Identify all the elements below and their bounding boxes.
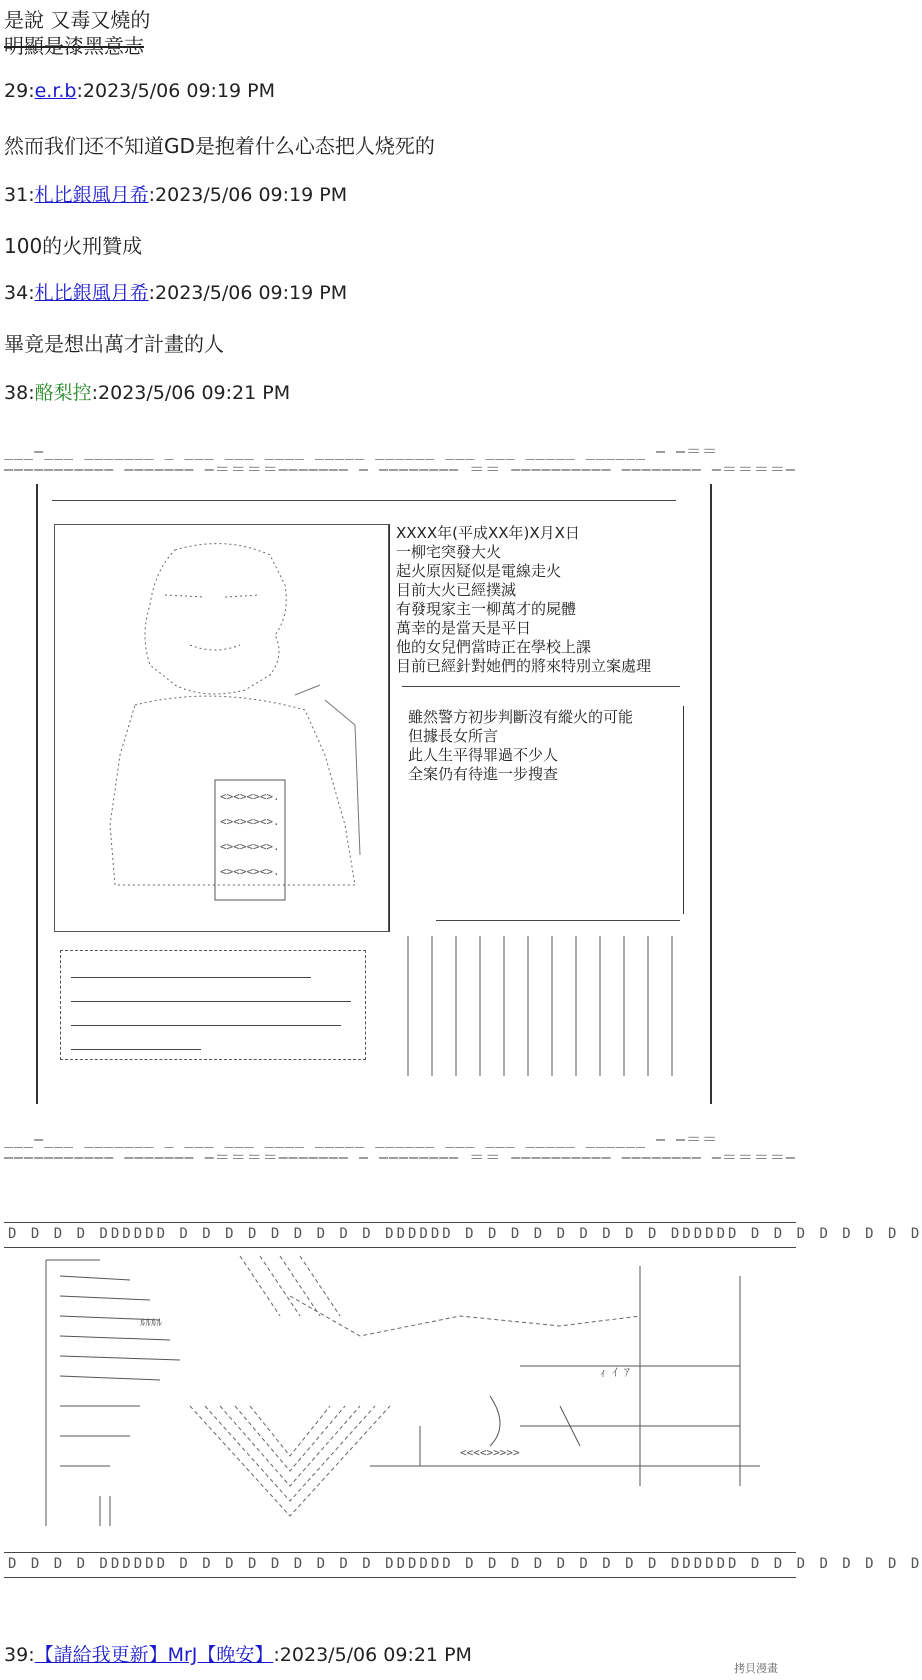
column-rule bbox=[683, 706, 684, 914]
post-time: :2023/5/06 09:19 PM bbox=[148, 184, 348, 206]
article-line: 起火原因疑似是電線走火 bbox=[396, 562, 562, 580]
post-header: 39:【請給我更新】MrJ【晚安】:2023/5/06 09:21 PM bbox=[4, 1644, 472, 1666]
post-line: 是說 又毒又燒的 bbox=[4, 8, 151, 32]
d-border-row: D D D D DDDDDD D D D D D D D D D DDDDDD D D D D D D D D D DDDDDD D D D D D D D D bbox=[8, 1226, 922, 1242]
post-number: 31 bbox=[4, 184, 29, 206]
dash-border-top: ――――――――――― ――――――― ―＝＝＝＝――――――― ― ―――――――― ＝＝ ―――――――――― ―――――――― ―＝＝＝＝― bbox=[4, 460, 796, 478]
post-body: 然而我们还不知道GD是抱着什么心态把人烧死的 bbox=[4, 134, 435, 158]
art-border bbox=[4, 1247, 796, 1248]
post-header: 29:e.r.b:2023/5/06 09:19 PM bbox=[4, 80, 276, 102]
column-rule bbox=[436, 920, 680, 921]
dash-border-bottom: ――――――――――― ――――――― ―＝＝＝＝――――――― ― ―――――――― ＝＝ ―――――――――― ―――――――― ―＝＝＝＝― bbox=[4, 1148, 796, 1166]
fire-scene-drawing bbox=[40, 1256, 800, 1536]
article-line: 一柳宅突發大火 bbox=[396, 543, 502, 561]
article-line: 但據長女所言 bbox=[408, 727, 499, 745]
post-number: 34 bbox=[4, 282, 29, 304]
art-border bbox=[4, 1222, 796, 1223]
poster-name: 酪梨控 bbox=[34, 382, 92, 404]
poster-name-link[interactable]: 札比銀風月希 bbox=[34, 184, 149, 206]
post-number: 29 bbox=[4, 80, 29, 102]
column-rule bbox=[402, 686, 680, 687]
post-header: 31:札比銀風月希:2023/5/06 09:19 PM bbox=[4, 184, 348, 206]
frame-line bbox=[710, 484, 712, 1104]
frame-line bbox=[36, 484, 38, 1104]
article-line: 目前已經針對她們的將來特別立案處理 bbox=[396, 657, 652, 675]
svg-text:<><><><>.: <><><><>. bbox=[220, 865, 280, 878]
dash-border-top: ___―___ _______ _ ___ ___ ____ _____ ______ ___ ___ _____ ______ ― ―＝＝ bbox=[4, 442, 719, 460]
article-line: 目前大火已經撲滅 bbox=[396, 581, 517, 599]
post-body: 畢竟是想出萬才計畫的人 bbox=[4, 332, 224, 356]
text-placeholder-box bbox=[60, 950, 366, 1060]
article-subtext bbox=[408, 708, 633, 784]
post-number: 38 bbox=[4, 382, 29, 404]
column-rule bbox=[389, 524, 390, 932]
svg-text:ｨ ｲ ｱ: ｨ ｲ ｱ bbox=[600, 1366, 630, 1379]
article-line: 萬幸的是當天是平日 bbox=[396, 619, 532, 637]
art-border bbox=[4, 1577, 796, 1578]
post-line: 明顯是漆黑意志 bbox=[4, 34, 144, 58]
text-placeholder-line bbox=[71, 977, 311, 978]
column-lines bbox=[404, 932, 694, 1080]
post-time: :2023/5/06 09:21 PM bbox=[273, 1644, 472, 1666]
watermark-text: 拷貝漫畫 bbox=[734, 1662, 778, 1675]
svg-text:<<<<>>>>>: <<<<>>>>> bbox=[460, 1446, 520, 1459]
article-line: 此人生平得罪過不少人 bbox=[408, 746, 559, 764]
article-line: 有發現家主一柳萬才的屍體 bbox=[396, 600, 577, 618]
text-placeholder-line bbox=[71, 1001, 351, 1002]
post-time: :2023/5/06 09:19 PM bbox=[148, 282, 348, 304]
article-line: 全案仍有待進一步搜查 bbox=[408, 765, 559, 783]
poster-name-link[interactable]: e.r.b bbox=[34, 80, 77, 102]
svg-text:<><><><>.: <><><><>. bbox=[220, 815, 280, 828]
post-header: 38:酪梨控:2023/5/06 09:21 PM bbox=[4, 382, 291, 404]
article-line: 他的女兒們當時正在學校上課 bbox=[396, 638, 592, 656]
post-body: 100的火刑贊成 bbox=[4, 234, 143, 258]
photo-frame bbox=[54, 524, 389, 932]
post-header: 34:札比銀風月希:2023/5/06 09:19 PM bbox=[4, 282, 348, 304]
portrait-drawing bbox=[55, 525, 388, 931]
post-number: 39 bbox=[4, 1644, 29, 1666]
d-border-row: D D D D DDDDDD D D D D D D D D D DDDDDD D D D D D D D D D DDDDDD D D D D D D D D bbox=[8, 1556, 922, 1572]
svg-text:<><><><>.: <><><><>. bbox=[220, 840, 280, 853]
poster-name-link[interactable]: 【請給我更新】MrJ【晚安】 bbox=[34, 1644, 274, 1666]
svg-text:ﾙﾙﾙﾙ: ﾙﾙﾙﾙ bbox=[140, 1316, 162, 1329]
text-placeholder-line bbox=[71, 1049, 201, 1050]
post-time: :2023/5/06 09:19 PM bbox=[76, 80, 276, 102]
article-line: 雖然警方初步判斷沒有縱火的可能 bbox=[408, 708, 634, 726]
article-date: XXXX年(平成XX年)X月X日 bbox=[396, 524, 580, 542]
post-time: :2023/5/06 09:21 PM bbox=[91, 382, 291, 404]
frame-line bbox=[52, 500, 676, 501]
svg-text:<><><><>.: <><><><>. bbox=[220, 790, 280, 803]
article-headline bbox=[396, 524, 651, 676]
art-border bbox=[4, 1552, 796, 1553]
text-placeholder-line bbox=[71, 1025, 341, 1026]
dash-border-bottom: ___―___ _______ _ ___ ___ ____ _____ ______ ___ ___ _____ ______ ― ―＝＝ bbox=[4, 1130, 719, 1148]
poster-name-link[interactable]: 札比銀風月希 bbox=[34, 282, 149, 304]
